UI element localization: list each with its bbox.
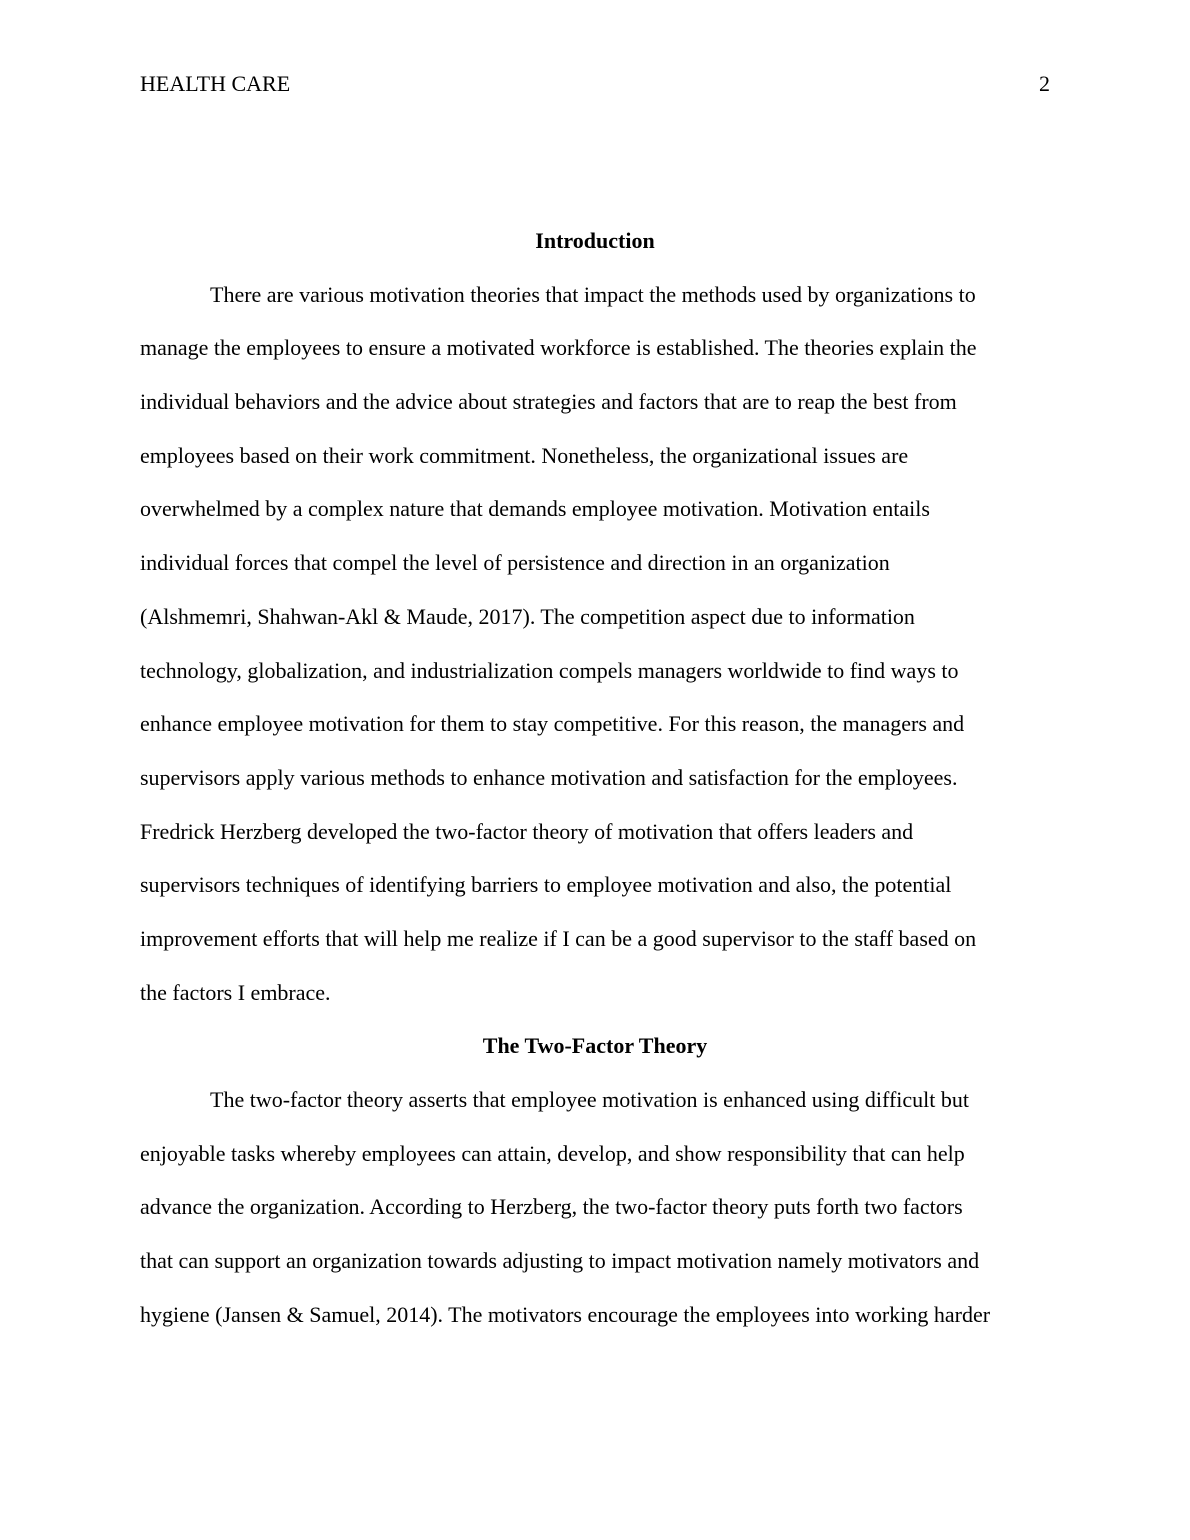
- section-heading-two-factor-theory: The Two-Factor Theory: [482, 1033, 708, 1059]
- paragraph-line: (Alshmemri, Shahwan-Akl & Maude, 2017). The competition aspect due to information: [140, 603, 915, 629]
- paragraph-line: supervisors apply various methods to enhance motivation and satisfaction for the employees.: [140, 764, 958, 790]
- paragraph-line: improvement efforts that will help me realize if I can be a good supervisor to the staff based on: [140, 925, 977, 951]
- paragraph-line: that can support an organization towards adjusting to impact motivation namely motivators and: [140, 1248, 980, 1274]
- paragraph-line: supervisors techniques of identifying barriers to employee motivation and also, the potential: [140, 872, 952, 898]
- paragraph-introduction: [140, 268, 1050, 1020]
- paragraph-two-factor-theory: [140, 1073, 1050, 1341]
- paragraph-line: manage the employees to ensure a motivated workforce is established. The theories explain the: [140, 335, 977, 361]
- page-number: 2: [1039, 71, 1050, 96]
- paragraph-line: The two-factor theory asserts that employee motivation is enhanced using difficult but: [210, 1087, 969, 1112]
- document-body: [140, 214, 1050, 1341]
- paragraph-line: employees based on their work commitment. Nonetheless, the organizational issues are: [140, 442, 909, 468]
- paragraph-line: individual behaviors and the advice about strategies and factors that are to reap the best from: [140, 389, 957, 415]
- running-head: HEALTH CARE: [140, 71, 291, 96]
- paragraph-line: the factors I embrace.: [140, 979, 331, 1005]
- paragraph-line: technology, globalization, and industrialization compels managers worldwide to find ways to: [140, 657, 959, 683]
- section-heading-introduction: Introduction: [535, 228, 655, 253]
- paragraph-line: There are various motivation theories that impact the methods used by organizations to: [210, 281, 976, 307]
- paragraph-line: overwhelmed by a complex nature that demands employee motivation. Motivation entails: [140, 496, 930, 522]
- paragraph-line: enhance employee motivation for them to stay competitive. For this reason, the managers and: [140, 711, 965, 737]
- paragraph-line: advance the organization. According to Herzberg, the two-factor theory puts forth two factors: [140, 1194, 963, 1220]
- paragraph-line: Fredrick Herzberg developed the two-factor theory of motivation that offers leaders and: [140, 818, 914, 844]
- paragraph-line: enjoyable tasks whereby employees can attain, develop, and show responsibility that can help: [140, 1140, 965, 1166]
- paragraph-line: hygiene (Jansen & Samuel, 2014). The motivators encourage the employees into working harder: [140, 1301, 991, 1327]
- paragraph-line: individual forces that compel the level of persistence and direction in an organization: [140, 550, 890, 576]
